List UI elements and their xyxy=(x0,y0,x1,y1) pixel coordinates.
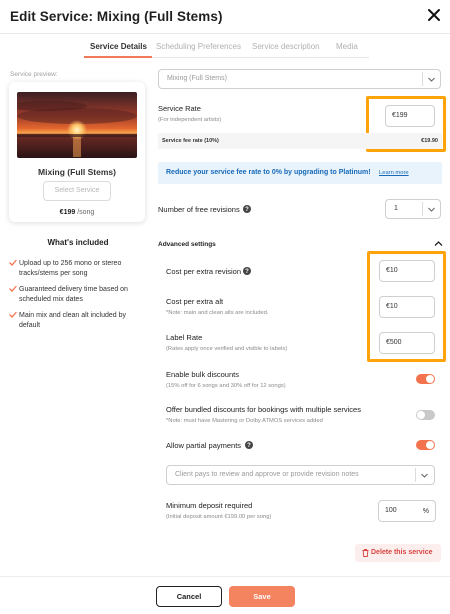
service-type-select[interactable] xyxy=(158,69,441,89)
bulk-discounts-note: (15% off for 6 songs and 30% off for 12 songs) xyxy=(166,383,286,389)
service-type-value: Mixing (Full Stems) xyxy=(167,75,227,82)
chevron-down-icon xyxy=(420,471,429,480)
tab-service-details[interactable]: Service Details xyxy=(90,42,147,51)
dialog-title: Edit Service: Mixing (Full Stems) xyxy=(10,9,223,24)
service-fee-row xyxy=(158,133,442,149)
cost-extra-revision-value: €10 xyxy=(386,267,398,274)
tab-scheduling-preferences[interactable]: Scheduling Preferences xyxy=(156,42,241,51)
preview-image xyxy=(17,92,137,158)
learn-more-link[interactable]: Learn more xyxy=(379,169,409,176)
delete-service-label: Delete this service xyxy=(371,549,433,556)
service-preview-card xyxy=(9,82,145,222)
select-service-button[interactable]: Select Service xyxy=(43,181,111,201)
partial-payment-value: Client pays to review and approve or provide revision notes xyxy=(175,471,359,478)
info-icon[interactable] xyxy=(245,441,253,449)
chevron-down-icon xyxy=(427,75,436,84)
service-rate-label: Service Rate xyxy=(158,104,201,113)
free-revisions-select[interactable] xyxy=(385,199,441,219)
partial-payments-label: Allow partial payments xyxy=(166,441,242,450)
label-rate-value: €500 xyxy=(386,339,402,346)
chevron-down-icon xyxy=(427,205,436,214)
check-icon xyxy=(9,311,17,319)
select-divider xyxy=(422,202,423,216)
cost-extra-alt-label: Cost per extra alt xyxy=(166,297,224,306)
tab-media[interactable]: Media xyxy=(336,42,358,51)
preview-price xyxy=(9,209,145,216)
bulk-discounts-toggle[interactable] xyxy=(416,374,435,384)
svg-text:?: ? xyxy=(247,443,251,449)
check-icon xyxy=(9,285,17,293)
partial-payment-select[interactable] xyxy=(166,465,435,485)
minimum-deposit-note: (Initial deposit amount €199.00 per song) xyxy=(166,514,272,520)
svg-text:?: ? xyxy=(245,207,249,213)
cost-extra-alt-value: €10 xyxy=(386,303,398,310)
minimum-deposit-input[interactable] xyxy=(378,500,436,522)
close-icon[interactable] xyxy=(427,8,441,22)
sunset-image xyxy=(17,92,137,158)
chevron-up-icon[interactable] xyxy=(434,240,443,247)
dialog-header xyxy=(0,0,450,34)
service-rate-value: €199 xyxy=(392,112,408,119)
svg-text:?: ? xyxy=(245,269,249,275)
toggle-knob xyxy=(426,441,434,449)
included-item-text: Main mix and clean alt included by default xyxy=(19,312,127,329)
bulk-discounts-label: Enable bulk discounts xyxy=(166,370,239,379)
label-rate-label: Label Rate xyxy=(166,333,203,342)
bundled-discounts-note: *Note: must have Mastering or Dolby ATMOS services added xyxy=(166,418,323,424)
active-tab-underline xyxy=(84,56,152,58)
upgrade-promo-banner xyxy=(158,162,442,184)
label-rate-note: (Rates apply once verified and visible to labels) xyxy=(166,346,288,352)
service-preview-label: Service preview: xyxy=(10,71,58,78)
bundled-discounts-toggle[interactable] xyxy=(416,410,435,420)
tab-service-description[interactable]: Service description xyxy=(252,42,320,51)
included-item xyxy=(9,311,145,331)
preview-price-value: €199 xyxy=(59,209,76,216)
preview-service-name: Mixing (Full Stems) xyxy=(38,167,116,177)
whats-included-title: What's included xyxy=(47,238,109,247)
bundled-discounts-label: Offer bundled discounts for bookings with multiple services xyxy=(166,405,361,414)
check-icon xyxy=(9,259,17,267)
cancel-button[interactable]: Cancel xyxy=(156,586,222,607)
save-button[interactable]: Save xyxy=(229,586,295,607)
partial-payments-toggle[interactable] xyxy=(416,440,435,450)
service-fee-label: Service fee rate (10%) xyxy=(162,138,219,144)
toggle-knob xyxy=(426,375,434,383)
trash-icon xyxy=(362,549,369,557)
cost-extra-alt-note: *Note: main and clean alts are included. xyxy=(166,310,269,316)
select-divider xyxy=(422,72,423,86)
highlight-box xyxy=(367,251,446,362)
footer-divider xyxy=(0,576,450,577)
service-fee-value: €19.90 xyxy=(421,138,438,144)
percent-unit: % xyxy=(422,508,429,515)
advanced-settings-title: Advanced settings xyxy=(158,241,216,248)
info-icon[interactable] xyxy=(243,205,251,213)
cost-extra-revision-label: Cost per extra revision xyxy=(166,267,242,276)
delete-service-button[interactable] xyxy=(355,544,441,562)
included-item-text: Upload up to 256 mono or stereo tracks/stems per song xyxy=(19,260,122,277)
select-divider xyxy=(415,468,416,482)
tab-bar xyxy=(84,34,369,58)
toggle-knob xyxy=(417,411,425,419)
minimum-deposit-value: 100 xyxy=(385,507,397,514)
included-item xyxy=(9,259,145,279)
info-icon[interactable] xyxy=(243,267,251,275)
free-revisions-value: 1 xyxy=(394,205,398,212)
included-item xyxy=(9,285,145,305)
free-revisions-label: Number of free revisions xyxy=(158,205,240,214)
included-item-text: Guaranteed delivery time based on scheduled mix dates xyxy=(19,286,128,303)
preview-price-unit: /song xyxy=(77,209,95,216)
service-rate-sublabel: (For independent artists) xyxy=(158,117,222,123)
promo-text: Reduce your service fee rate to 0% by upgrading to Platinum! xyxy=(166,169,371,176)
minimum-deposit-label: Minimum deposit required xyxy=(166,501,253,510)
